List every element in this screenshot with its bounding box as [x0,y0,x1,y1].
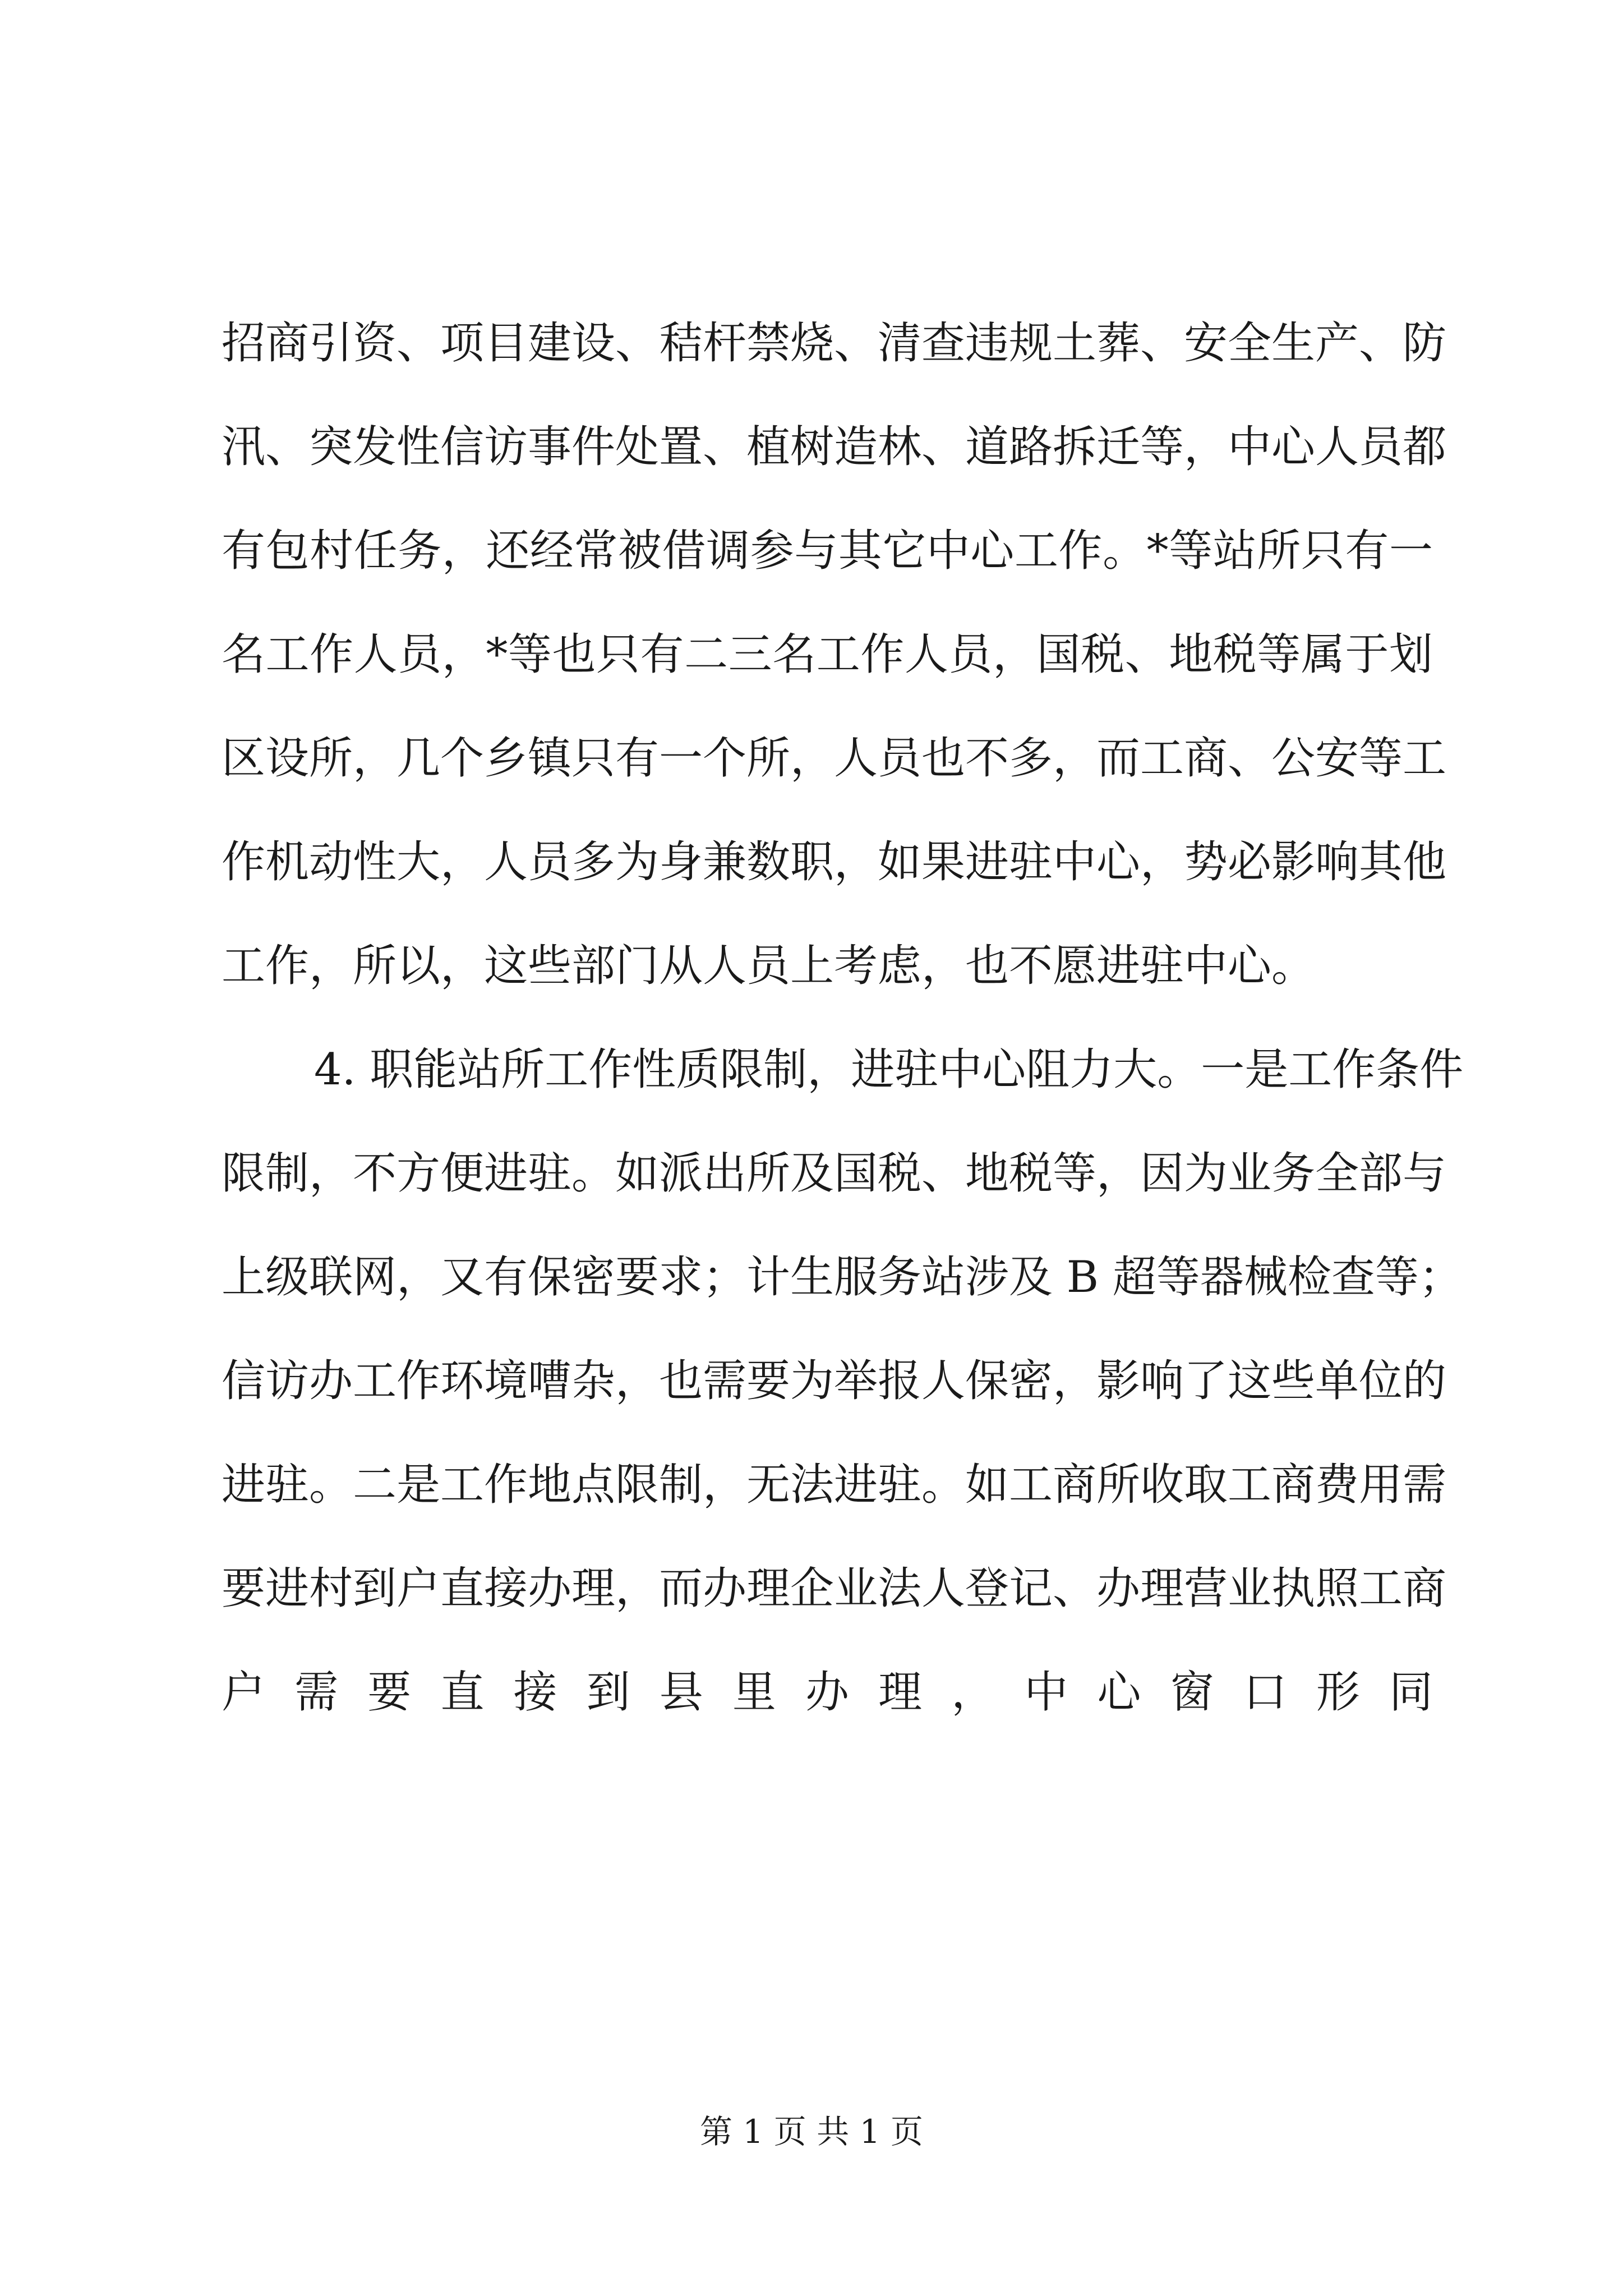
document-body [222,292,1464,1848]
paragraph-1 [222,292,1447,1018]
text-line: 进驻。二是工作地点限制，无法进驻。如工商所收取工商费用需 [222,1460,1447,1510]
text-line: 名工作人员，*等也只有二三名工作人员，国税、地税等属于划 [222,629,1433,680]
text-line: 有包村任务，还经常被借调参与其它中心工作。*等站所只有一 [222,526,1433,576]
text-line: 工作，所以，这些部门从人员上考虑，也不愿进驻中心。 [222,941,1316,991]
text-line: 上级联网，又有保密要求；计生服务站涉及 B 超等器械检查等； [222,1252,1463,1303]
page-footer: 第 1 页 共 1 页 [700,2113,923,2151]
text-line [222,1745,1433,1848]
text-line: 4. 职能站所工作性质限制，进驻中心阻力大。一是工作条件 [314,1045,1464,1095]
text-line: 作机动性大，人员多为身兼数职，如果进驻中心，势必影响其他 [222,837,1447,887]
text-line: 汛、突发性信访事件处置、植树造林、道路拆迁等，中心人员都 [222,422,1447,472]
paragraph-2 [222,1018,1464,1848]
text-line: 区设所，几个乡镇只有一个所，人员也不多，而工商、公安等工 [222,733,1447,784]
text-line: 招商引资、项目建设、秸杆禁烧、清查违规土葬、安全生产、防 [222,318,1447,369]
text-line: 户需要直接到县里办理，中心窗口形同 [222,1667,1433,1718]
text-line: 限制，不方便进驻。如派出所及国税、地税等，因为业务全部与 [222,1148,1447,1199]
text-line: 要进村到户直接办理，而办理企业法人登记、办理营业执照工商 [222,1563,1447,1614]
text-line: 信访办工作环境嘈杂，也需要为举报人保密，影响了这些单位的 [222,1356,1447,1406]
